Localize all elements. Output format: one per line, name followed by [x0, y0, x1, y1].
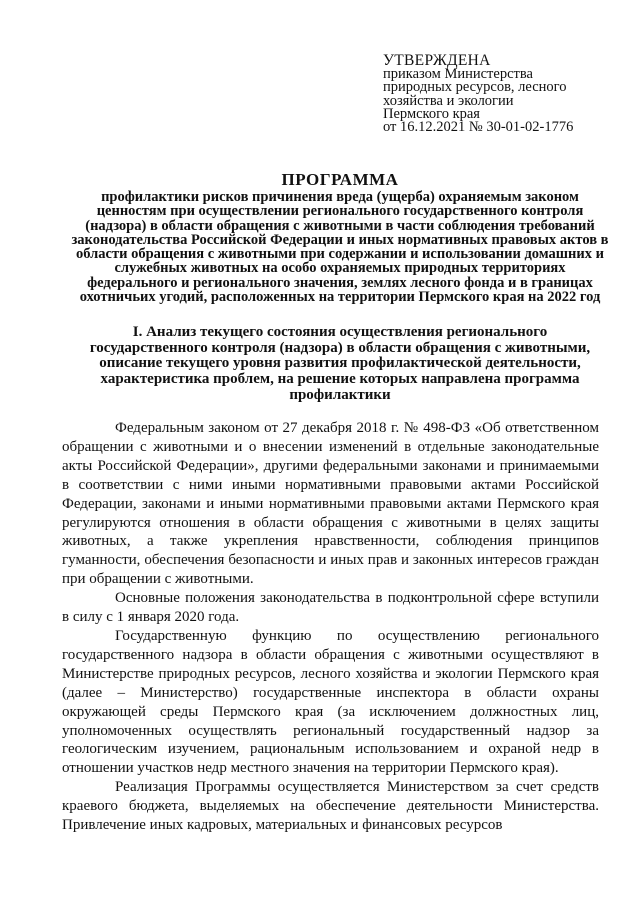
approval-title: УТВЕРЖДЕНА: [383, 52, 491, 69]
approval-line: Пермского края: [383, 105, 480, 122]
program-heading: [70, 170, 610, 304]
approval-line: приказом Министерства: [383, 66, 533, 83]
paragraph: Основные положения законодательства в подконтрольной сфере вступили в силу с 1 января 2020 года.: [62, 590, 599, 626]
approval-line: от 16.12.2021 № 30-01-02-1776: [383, 119, 574, 136]
program-title: ПРОГРАММА: [281, 170, 399, 189]
approval-line: природных ресурсов, лесного: [383, 79, 567, 96]
paragraph: Федеральным законом от 27 декабря 2018 г. № 498-ФЗ «Об ответственном обращении с животными и о внесении изменений в отдельные законодательные акты Российской Федерации», другими федеральными законами и принимаемыми в соответствии с ними иными нормативными правовыми актами Российской Федерации, законами и иными нормативными правовыми актами Пермского края регулируются отношения в области обращения с животными в целях защиты животных, а также укрепления нравственности, соблюдения принципов гуманности, обеспечения безопасности и иных прав и законных интересов граждан при обращении с животными.: [62, 420, 599, 588]
program-subtitle: профилактики рисков причинения вреда (ущерба) охраняемым законом ценностям при осуществлении регионального государственного контроля (надзора) в области обращения с животными в части соблюдения требований законодательства Российской Федерации и иных нормативных правовых актов в области обращения с животными при содержании и использовании домашних и служебных животных на особо охраняемых природных территориях федерального и регионального значения, землях лесного фонда и в границах охотничьих угодий, расположенных на территории Пермского края на 2022 год: [71, 189, 609, 306]
paragraph: Государственную функцию по осуществлению регионального государственного надзора в области обращения с животными осуществляют в Министерстве природных ресурсов, лесного хозяйства и экологии Пермского края (далее – Министерство) государственные инспектора в области охраны окружающей среды Пермского края (за исключением должностных лиц, уполномоченных осуществлять региональный государственный надзор за геологическим изучением, рациональным использованием и охраной недр в отношении участков недр местного значения на территории Пермского края).: [62, 627, 599, 777]
paragraph: Реализация Программы осуществляется Министерством за счет средств краевого бюджета, выделяемых на обеспечение деятельности Министерства. Привлечение иных кадровых, материальных и финансовых ресурсов: [62, 779, 599, 834]
approval-line: хозяйства и экологии: [383, 92, 514, 109]
approval-stamp: [383, 54, 623, 134]
body-text: [62, 419, 599, 835]
section-heading: I. Анализ текущего состояния осуществления регионального государственного контроля (надзора) в области обращения с животными, описание текущего уровня развития профилактической деятельности, характеристика проблем, на решение которых направлена программа профилактики: [89, 324, 591, 403]
